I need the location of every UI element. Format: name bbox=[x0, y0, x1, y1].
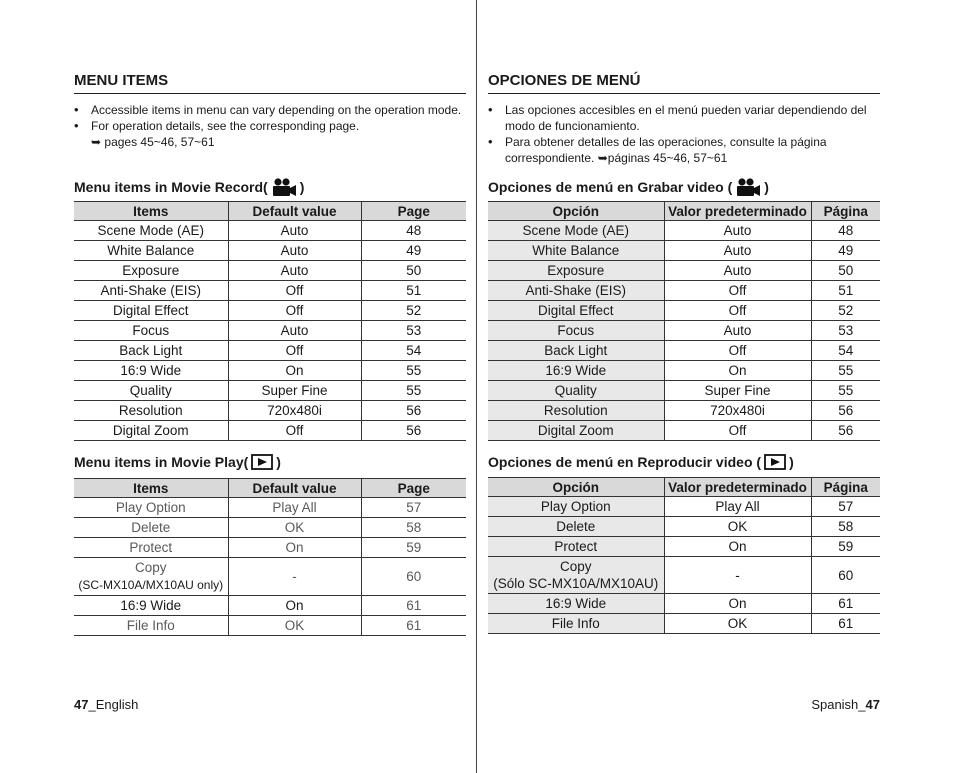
column-header: Page bbox=[361, 202, 466, 221]
play-icon bbox=[764, 454, 786, 470]
page-footer: Spanish_47 bbox=[811, 697, 880, 712]
record-menu-title: Menu items in Movie Record( ) bbox=[74, 179, 305, 195]
table-row: File Info OK 61 bbox=[74, 616, 466, 636]
table-row: Digital Effect Off 52 bbox=[74, 301, 466, 321]
column-header: Opción bbox=[488, 202, 664, 221]
table-row: File Info OK 61 bbox=[488, 614, 880, 634]
column-header: Opción bbox=[488, 478, 664, 497]
model-note: (Sólo SC-MX10A/MX10AU) bbox=[493, 576, 659, 591]
model-note: (SC-MX10A/MX10AU only) bbox=[78, 578, 224, 592]
table-row: White Balance Auto 49 bbox=[488, 241, 880, 261]
table-row: Delete OK 58 bbox=[74, 518, 466, 538]
column-header: Items bbox=[74, 479, 228, 498]
section-title: MENU ITEMS bbox=[74, 72, 466, 94]
table-row: Play Option Play All 57 bbox=[488, 497, 880, 517]
table-row: Protect On 59 bbox=[74, 538, 466, 558]
table-row: Focus Auto 53 bbox=[74, 321, 466, 341]
bullet-list bbox=[74, 102, 466, 150]
play-icon bbox=[251, 454, 273, 470]
table-row: Protect On 59 bbox=[488, 537, 880, 557]
table-row: Resolution 720x480i 56 bbox=[488, 401, 880, 421]
table-row: Digital Effect Off 52 bbox=[488, 301, 880, 321]
table-row: Delete OK 58 bbox=[488, 517, 880, 537]
page-footer: 47_English bbox=[74, 697, 139, 712]
table-row: Play Option Play All 57 bbox=[74, 498, 466, 518]
section-title: OPCIONES DE MENÚ bbox=[488, 72, 880, 94]
table-row: Resolution 720x480i 56 bbox=[74, 401, 466, 421]
table-row: 16:9 Wide On 55 bbox=[488, 361, 880, 381]
record-menu-title: Opciones de menú en Grabar video ( ) bbox=[488, 179, 769, 195]
column-header: Valor predeterminado bbox=[664, 202, 811, 221]
table-row: Scene Mode (AE) Auto 48 bbox=[488, 221, 880, 241]
movie-camera-icon bbox=[735, 177, 761, 197]
table-row: 16:9 Wide On 55 bbox=[74, 361, 466, 381]
page-divider bbox=[476, 0, 477, 773]
bullet-list bbox=[488, 102, 880, 166]
play-menu-table bbox=[488, 477, 880, 634]
table-row: Quality Super Fine 55 bbox=[74, 381, 466, 401]
table-row: Copy (SC-MX10A/MX10AU only) - 60 bbox=[74, 558, 466, 596]
arrow-icon: ➥ bbox=[597, 151, 608, 165]
bullet-item: • Las opciones accesibles en el menú pueden variar dependiendo del modo de funcionamiento. bbox=[488, 102, 880, 134]
bullet-item: • Para obtener detalles de las operaciones, consulte la página correspondiente. ➥páginas 45~46, 57~61 bbox=[488, 134, 880, 166]
bullet-item: • Accessible items in menu can vary depending on the operation mode. bbox=[74, 102, 466, 118]
column-header: Default value bbox=[228, 202, 361, 221]
bullet-item: • For operation details, see the corresponding page. ➥ pages 45~46, 57~61 bbox=[74, 118, 466, 150]
pages-reference: páginas 45~46, 57~61 bbox=[607, 151, 728, 165]
table-row: Anti-Shake (EIS) Off 51 bbox=[488, 281, 880, 301]
table-row: Focus Auto 53 bbox=[488, 321, 880, 341]
pages-reference: pages 45~46, 57~61 bbox=[104, 135, 215, 149]
column-header: Valor predeterminado bbox=[664, 478, 811, 497]
table-row: Digital Zoom Off 56 bbox=[74, 421, 466, 441]
column-header: Page bbox=[361, 479, 466, 498]
table-row: Exposure Auto 50 bbox=[74, 261, 466, 281]
record-menu-table bbox=[74, 201, 466, 441]
table-row: Exposure Auto 50 bbox=[488, 261, 880, 281]
arrow-icon: ➥ bbox=[91, 135, 102, 149]
table-row: Quality Super Fine 55 bbox=[488, 381, 880, 401]
table-row: 16:9 Wide On 61 bbox=[488, 594, 880, 614]
column-header: Default value bbox=[228, 479, 361, 498]
table-row: Back Light Off 54 bbox=[74, 341, 466, 361]
movie-camera-icon bbox=[271, 177, 297, 197]
table-row: Anti-Shake (EIS) Off 51 bbox=[74, 281, 466, 301]
table-row: Digital Zoom Off 56 bbox=[488, 421, 880, 441]
play-menu-table bbox=[74, 478, 466, 636]
table-row: Back Light Off 54 bbox=[488, 341, 880, 361]
column-header: Página bbox=[811, 202, 880, 221]
play-menu-title: Menu items in Movie Play( ) bbox=[74, 454, 281, 470]
column-header: Items bbox=[74, 202, 228, 221]
table-row: Copy (Sólo SC-MX10A/MX10AU) - 60 bbox=[488, 557, 880, 594]
table-row: Scene Mode (AE) Auto 48 bbox=[74, 221, 466, 241]
record-menu-table bbox=[488, 201, 880, 441]
table-row: 16:9 Wide On 61 bbox=[74, 596, 466, 616]
column-header: Página bbox=[811, 478, 880, 497]
table-row: White Balance Auto 49 bbox=[74, 241, 466, 261]
play-menu-title: Opciones de menú en Reproducir video ( ) bbox=[488, 454, 794, 470]
